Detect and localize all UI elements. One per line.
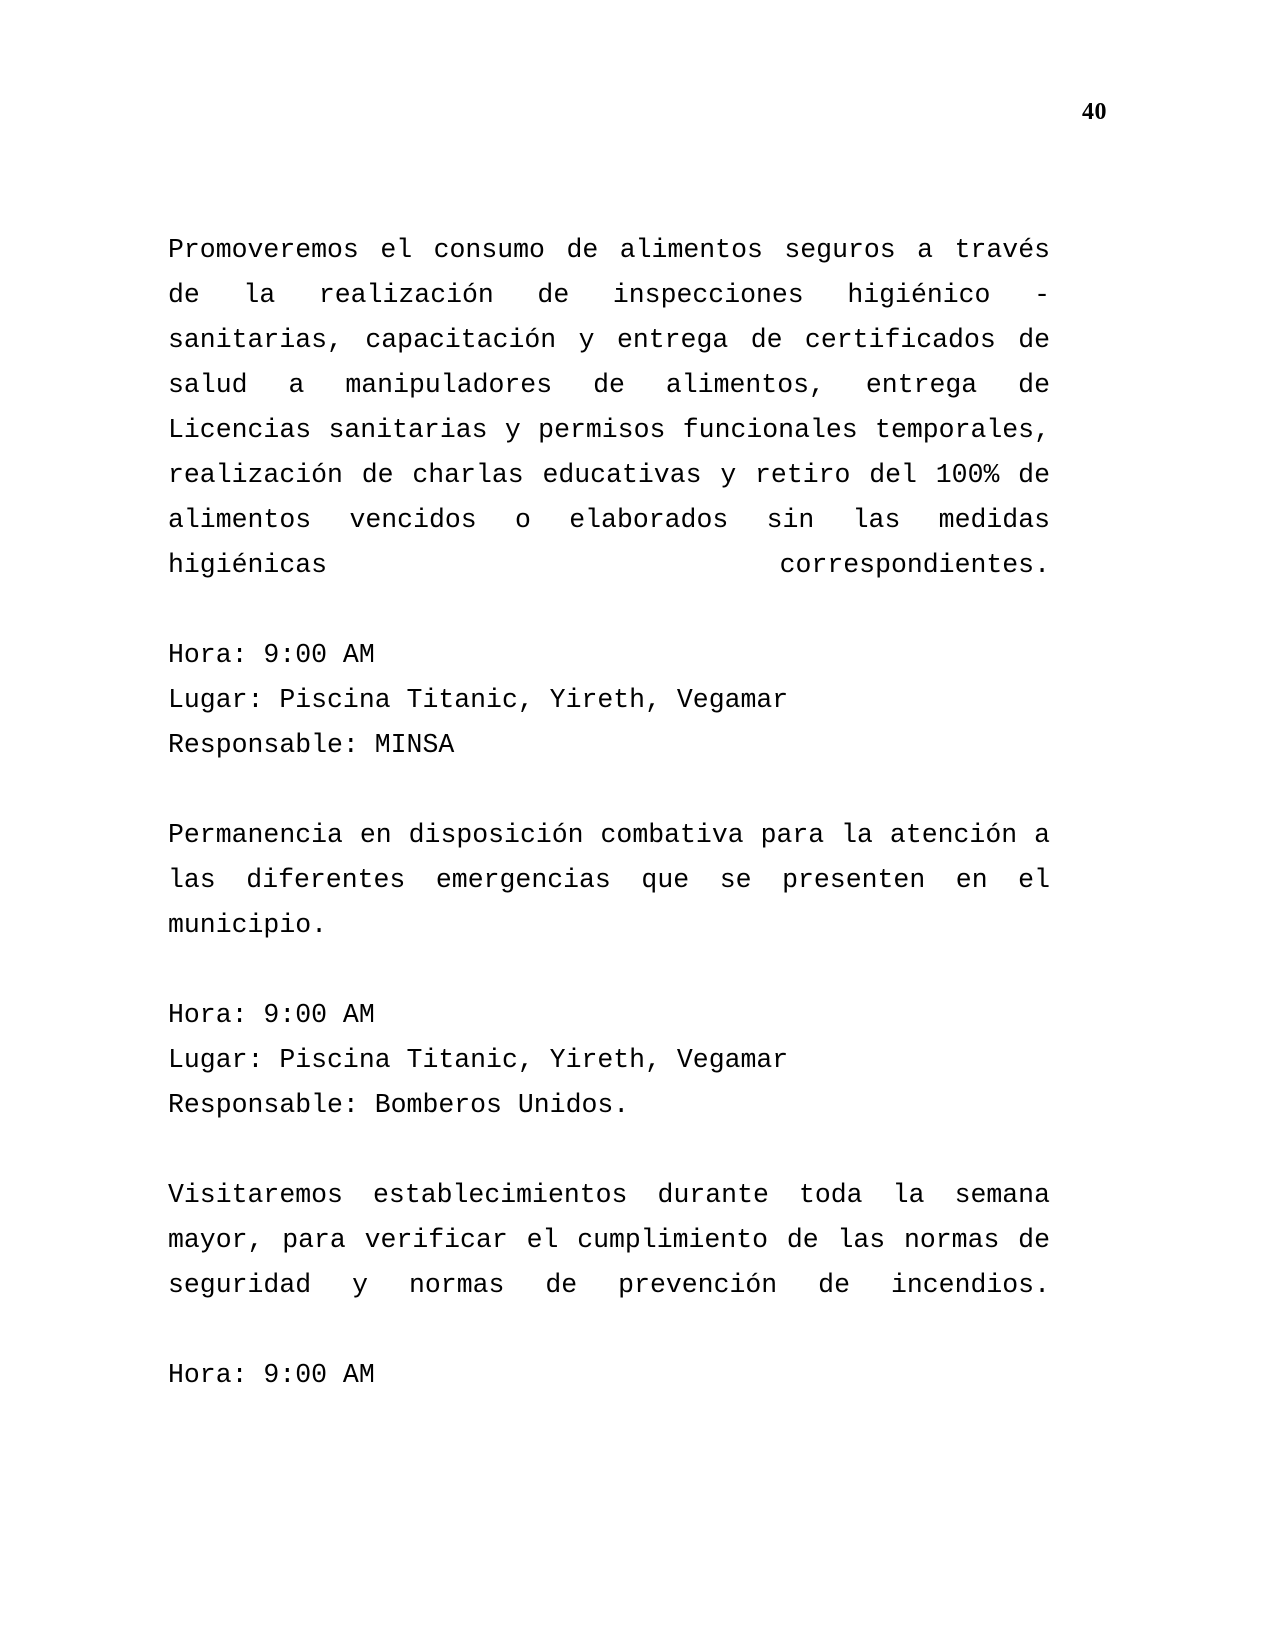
detail-line-hora: Hora: 9:00 AM	[168, 640, 375, 670]
paragraph-text: Permanencia en disposición combativa para la atención a las diferentes emergencias que se presenten en el municipio.	[168, 820, 1050, 940]
detail-line-hora: Hora: 9:00 AM	[168, 1000, 375, 1030]
page-number: 40	[1082, 99, 1107, 125]
detail-line-hora: Hora: 9:00 AM	[168, 1360, 375, 1390]
detail-group	[168, 633, 1050, 768]
detail-line-responsable: Responsable: Bomberos Unidos.	[168, 1090, 630, 1120]
document-body	[168, 228, 1050, 1398]
content-block	[168, 228, 1050, 768]
detail-line-lugar: Lugar: Piscina Titanic, Yireth, Vegamar	[168, 685, 789, 715]
detail-line-responsable: Responsable: MINSA	[168, 730, 455, 760]
detail-group	[168, 1353, 1050, 1398]
content-block	[168, 1173, 1050, 1398]
paragraph-text: Promoveremos el consumo de alimentos seguros a través de la realización de inspecciones higiénico - sanitarias, capacitación y entrega de certificados de salud a manipuladores de alimentos, entrega de Licencias sanitarias y permisos funcionales temporales, realización de charlas educativas y retiro del 100% de alimentos vencidos o elaborados sin las medidas higiénicas correspondientes.	[168, 235, 1050, 580]
detail-group	[168, 993, 1050, 1128]
detail-line-lugar: Lugar: Piscina Titanic, Yireth, Vegamar	[168, 1045, 789, 1075]
paragraph-text: Visitaremos establecimientos durante toda la semana mayor, para verificar el cumplimiento de las normas de seguridad y normas de prevención de incendios.	[168, 1180, 1050, 1300]
content-block	[168, 813, 1050, 1128]
